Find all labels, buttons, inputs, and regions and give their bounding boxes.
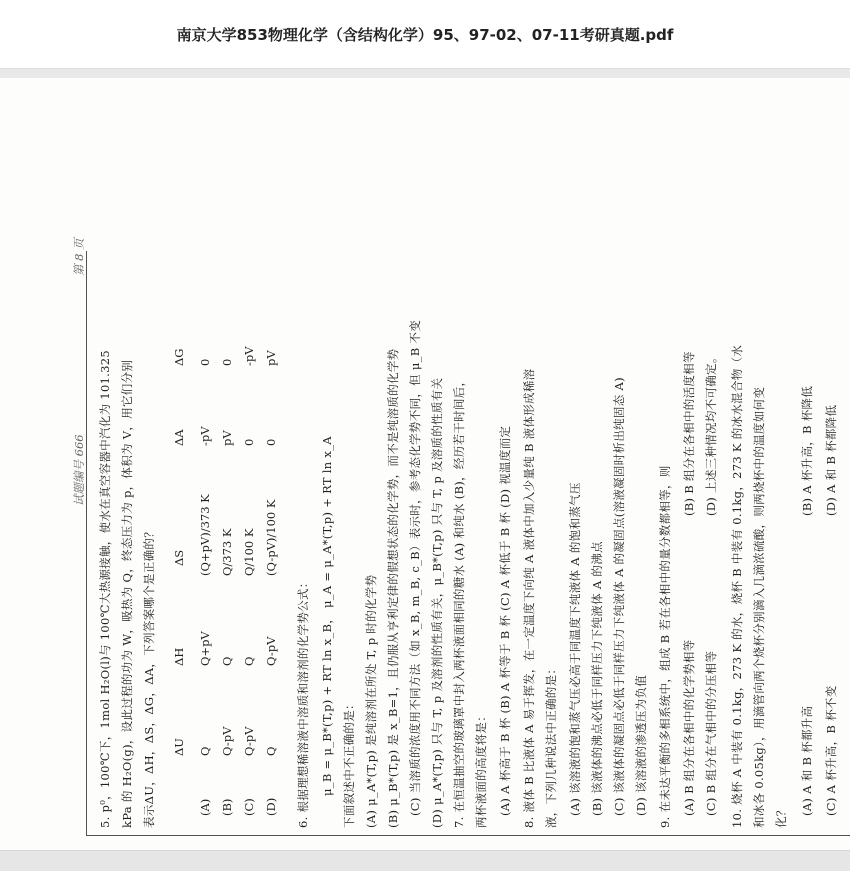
table-cell: Q — [220, 656, 234, 666]
title-bar — [0, 0, 850, 68]
rotated-page-content — [72, 228, 850, 836]
toolbar-strip — [0, 68, 850, 78]
q5-line-2: kPa 的 H₂O(g)，设此过程的功为 W，吸热为 Q，终态压力为 p，体积为 V，用它们分别 — [120, 359, 134, 828]
table-cell: Q — [198, 746, 212, 756]
q9-option-b: (B) B 组分在各相中的活度相等 — [682, 351, 696, 516]
scanned-page-image — [0, 78, 850, 850]
q8-option-a: (A) 该溶液的饱和蒸气压必高于同温度下纯液体 A 的饱和蒸气压 — [568, 482, 582, 816]
q8-option-b: (B) 该液体的沸点必低于同样压力下纯液体 A 的沸点 — [590, 541, 604, 816]
q7-line-1: 7. 在恒温抽空的玻璃罩中封入两杯液面相同的糖水 (A) 和纯水 (B)，经历若干时间后， — [452, 374, 466, 828]
table-cell: Q/100 K — [242, 528, 256, 576]
table-cell: Q — [242, 656, 256, 666]
q6-formula: μ_B = μ_B*(T,p) + RT ln x_B， μ_A = μ_A*(T,p) + RT ln x_A — [320, 436, 334, 796]
q6-option-c: (C) 当溶质的浓度用不同方法（如 x_B, m_B, c_B）表示时，参考态化学势不同，但 μ_B 不变 — [408, 319, 422, 816]
table-cell: (Q-pV)/100 K — [264, 499, 278, 576]
table-cell: 0 — [220, 358, 234, 366]
q10-option-a: (A) A 和 B 杯都升高 — [800, 705, 814, 816]
bottom-scroll-area[interactable] — [0, 850, 850, 871]
table-cell: 0 — [198, 358, 212, 366]
q9-option-c: (C) B 组分在气相中的分压相等 — [704, 650, 718, 816]
q8-line-2: 液，下列几种说法中正确的是： — [544, 662, 558, 828]
q8-line-1: 8. 液体 B 比液体 A 易于挥发，在一定温度下向纯 A 液体中加入少量纯 B 液体形成稀溶 — [522, 368, 536, 828]
q10-line-1: 10. 烧杯 A 中装有 0.1kg，273 K 的水，烧杯 B 中装有 0.1kg，273 K 的冰水混合物（水 — [730, 344, 744, 828]
table-cell: Q/373 K — [220, 528, 234, 576]
q7-options: (A) A 杯高于 B 杯 (B) A 杯等于 B 杯 (C) A 杯低于 B 杯 (D) 视温度而定 — [498, 425, 512, 816]
q9-option-a: (A) B 组分在各相中的化学势相等 — [682, 639, 696, 816]
exam-code: 试题编号 666 — [72, 434, 86, 506]
q9-line-1: 9. 在未达平衡的多相系统中，组成 B 若在各相中的量分数都相等，则 — [658, 465, 672, 828]
q10-option-b: (B) A 杯升高，B 杯降低 — [800, 385, 814, 516]
table-cell: 0 — [242, 438, 256, 446]
q8-option-c: (C) 该液体的凝固点必低于同样压力下纯液体 A 的凝固点(溶液凝固时析出纯固态 A) — [612, 377, 626, 816]
table-row-c-label: (C) — [242, 798, 256, 816]
table-cell: pV — [264, 350, 278, 366]
q6-option-a: (A) μ_A*(T,p) 是纯溶剂在所处 T, p 时的化学势 — [364, 574, 378, 828]
q7-line-2: 两杯液面的高度将是： — [474, 710, 488, 828]
q9-option-d: (D) 上述三种情况均不可确定。 — [704, 351, 718, 516]
table-cell: Q — [264, 746, 278, 756]
table-row-d-label: (D) — [264, 797, 278, 816]
table-cell: Q+pV — [198, 631, 212, 666]
page-number-mark: 第 8 页 — [72, 238, 86, 276]
table-cell: -pV — [242, 346, 256, 366]
q8-option-d: (D) 该溶液的渗透压为负值 — [634, 674, 648, 816]
table-row-b-label: (B) — [220, 798, 234, 816]
table-row-a-label: (A) — [198, 798, 212, 816]
table-header-ds: ΔS — [172, 549, 186, 566]
table-cell: (Q+pV)/373 K — [198, 494, 212, 576]
q6-option-d: (D) μ_A*(T,p) 只与 T, p 及溶剂的性质有关，μ_B*(T,p) 只与 T, p 及溶质的性质有关 — [430, 377, 444, 828]
table-header-dh: ΔH — [172, 647, 186, 666]
table-cell: Q-pV — [220, 726, 234, 756]
document-title: 南京大学853物理化学（含结构化学）95、97-02、07-11考研真题.pdf — [176, 25, 674, 44]
q5-line-3: 表示ΔU，ΔH，ΔS，ΔG，ΔA，下列答案哪个是正确的？ — [142, 525, 156, 828]
q6-line-1: 6. 根据理想稀溶液中溶质和溶剂的化学势公式： — [296, 576, 310, 828]
table-header-da: ΔA — [172, 429, 186, 446]
table-cell: 0 — [264, 438, 278, 446]
table-cell: Q-pV — [242, 726, 256, 756]
table-cell: Q-pV — [264, 636, 278, 666]
table-header-du: ΔU — [172, 738, 186, 756]
q6-option-b: (B) μ_B*(T,p) 是 x_B=1，且仍服从亨利定律的假想状态的化学势，而不是纯溶质的化学势 — [386, 348, 400, 828]
q10-line-2: 和冰各 0.05kg），用滴管向两个烧杯分别滴入几滴浓硫酸，则两烧杯中的温度如何变 — [752, 386, 766, 828]
table-cell: pV — [220, 430, 234, 446]
q10-line-3: 化？ — [774, 804, 788, 828]
table-cell: -pV — [198, 426, 212, 446]
table-header-dg: ΔG — [172, 348, 186, 366]
pdf-viewer[interactable] — [0, 78, 850, 850]
q6-line-3: 下面叙述中不正确的是： — [342, 698, 356, 828]
q10-option-c: (C) A 杯升高，B 杯不变 — [824, 685, 838, 816]
q10-option-d: (D) A 和 B 杯都降低 — [824, 404, 838, 516]
q5-line-1: 5. p⁰，100℃下，1mol H₂O(l)与 100℃大热源接触，使水在真空容器中汽化为 101.325 — [98, 350, 112, 828]
